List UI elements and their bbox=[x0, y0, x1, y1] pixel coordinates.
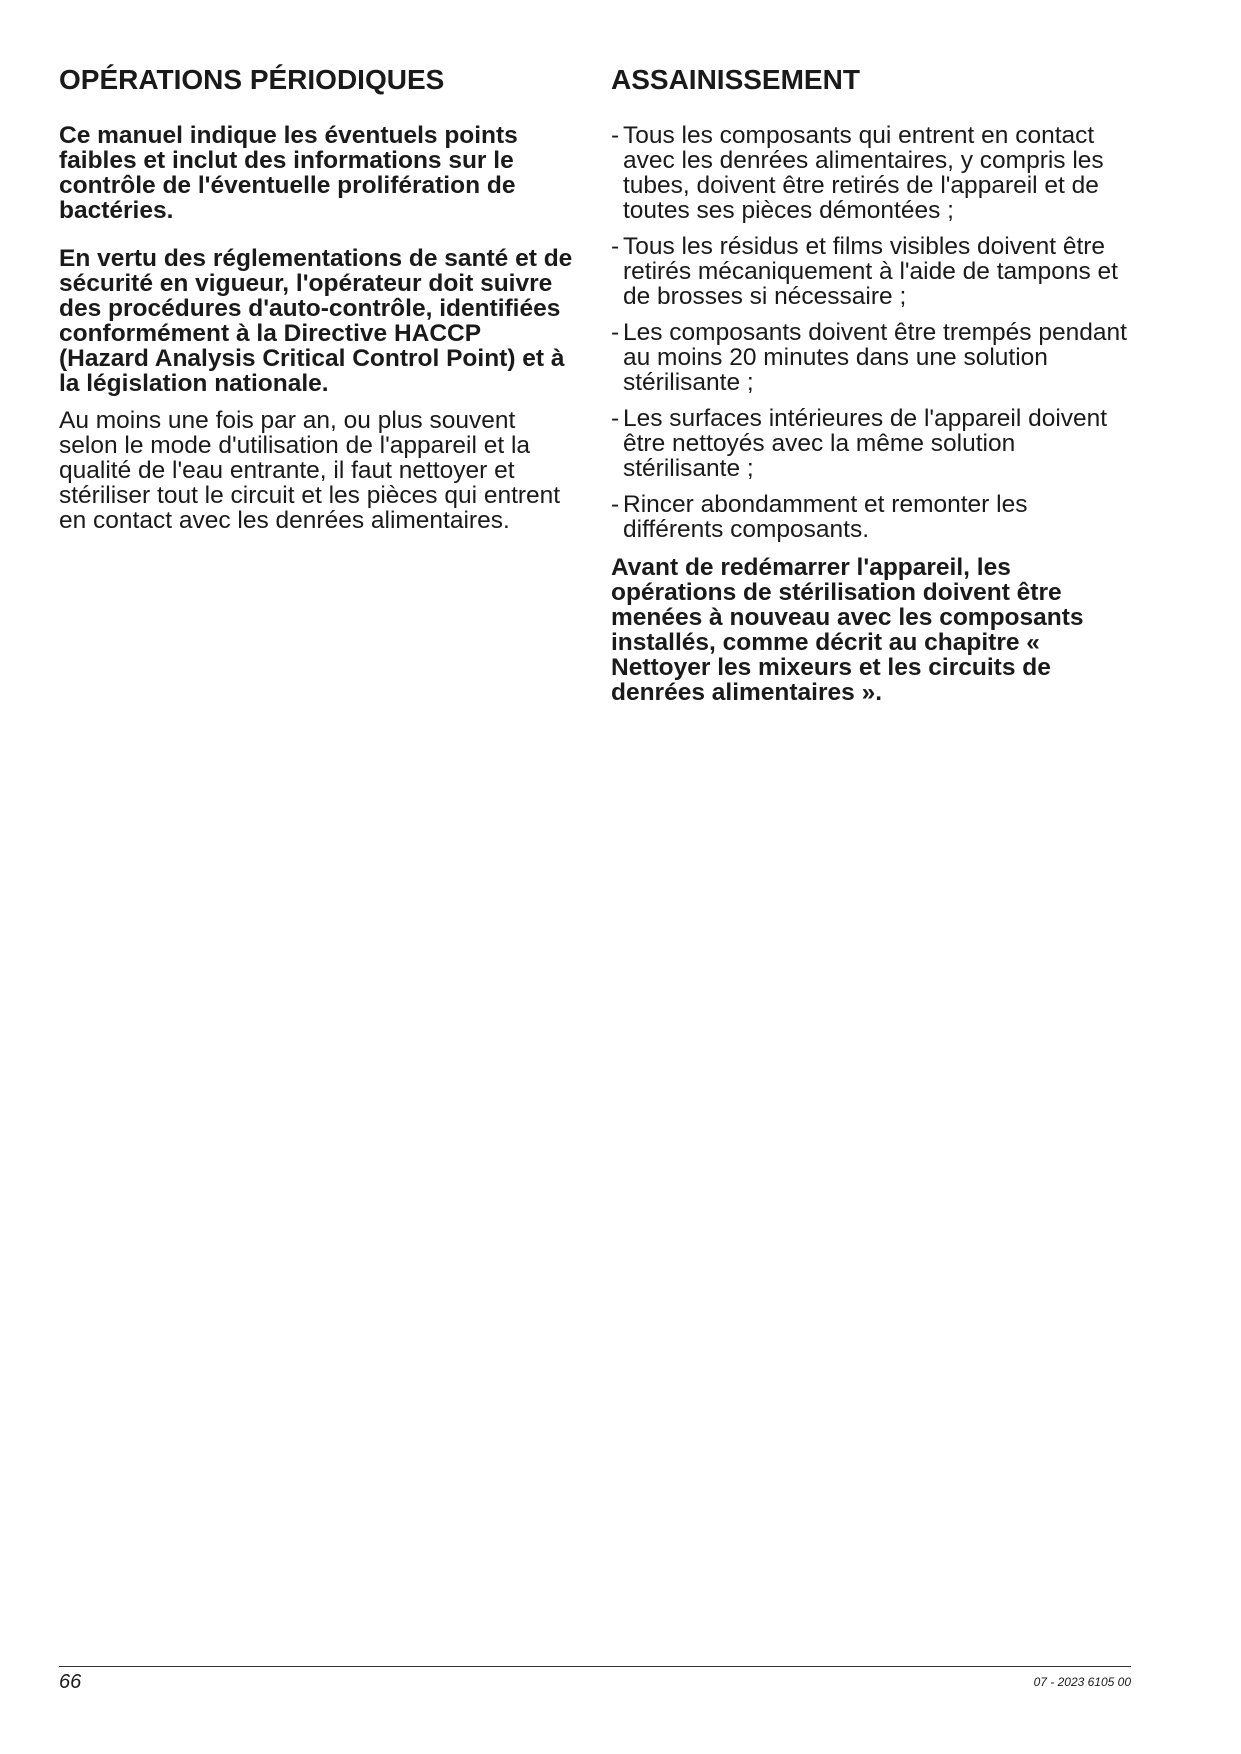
footer-divider bbox=[59, 1666, 1131, 1667]
sanitation-section bbox=[611, 64, 1131, 705]
frequency-paragraph: Au moins une fois par an, ou plus souvent selon le mode d'utilisation de l'appareil et la qualité de l'eau entrante, il faut nettoyer et stériliser tout le circuit et les pièces qui entrent en contact avec les denrées alimentaires. bbox=[59, 407, 561, 534]
list-item: - Tous les composants qui entrent en contact avec les denrées alimentaires, y compris les tubes, doivent être retirés de l'appareil et de toutes ses pièces démontées ; bbox=[611, 123, 1131, 223]
haccp-paragraph: En vertu des réglementations de santé et de sécurité en vigueur, l'opérateur doit suivre des procédures d'auto-contrôle, identifiées conformément à la Directive HACCP (Hazard Analysis Critical Control Point) et à la législation nationale. bbox=[59, 245, 573, 397]
section-title: ASSAINISSEMENT bbox=[611, 64, 860, 95]
list-item: - Les surfaces intérieures de l'appareil doivent être nettoyés avec la même solution stérilisante ; bbox=[611, 406, 1131, 481]
list-item: - Les composants doivent être trempés pendant au moins 20 minutes dans une solution stérilisante ; bbox=[611, 320, 1131, 395]
page-number: 66 bbox=[59, 1671, 82, 1693]
section-title: OPÉRATIONS PÉRIODIQUES bbox=[59, 64, 445, 95]
intro-paragraph: Ce manuel indique les éventuels points faibles et inclut des informations sur le contrôle de l'éventuelle prolifération de bactéries. bbox=[59, 122, 518, 224]
closing-paragraph: Avant de redémarrer l'appareil, les opérations de stérilisation doivent être menées à nouveau avec les composants installés, comme décrit au chapitre « Nettoyer les mixeurs et les circuits de denrées alimentaires ». bbox=[611, 554, 1084, 706]
list-item: - Rincer abondamment et remonter les différents composants. bbox=[611, 492, 1131, 542]
list-item: - Tous les résidus et films visibles doivent être retirés mécaniquement à l'aide de tampons et de brosses si nécessaire ; bbox=[611, 234, 1131, 309]
periodic-operations-section bbox=[59, 64, 574, 533]
sanitation-steps-list bbox=[611, 123, 1131, 542]
document-reference: 07 - 2023 6105 00 bbox=[1033, 1675, 1131, 1689]
